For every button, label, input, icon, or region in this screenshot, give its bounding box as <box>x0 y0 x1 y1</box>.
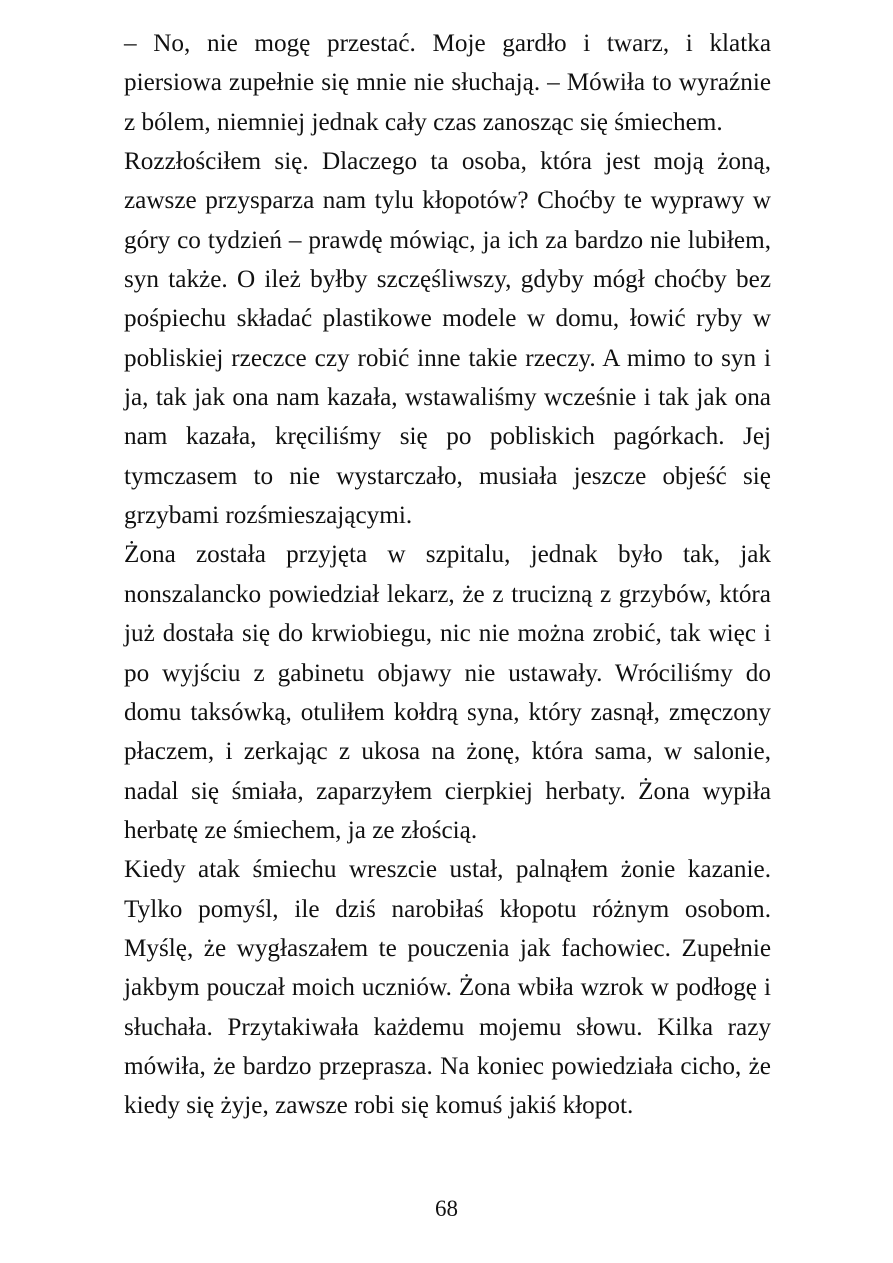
paragraph-1: – No, nie mogę przestać. Moje gardło i twarz, i klatka piersiowa zupełnie się mnie nie słuchają. – Mówiła to wyraźnie z bólem, niemniej jednak cały czas zanosząc się śmiechem. <box>124 30 771 136</box>
page-number: 68 <box>435 1196 458 1221</box>
paragraph-3: Żona została przyjęta w szpitalu, jednak było tak, jak nonszalancko powiedział lekarz, że z trucizną z grzybów, która już dostała się do krwiobiegu, nic nie można zrobić, tak więc i po wyjściu z gabinetu objawy nie ustawały. Wróciliśmy do domu taksówką, otuliłem kołdrą syna, który zasnął, zmęczony płaczem, i zerkając z ukosa na żonę, która sama, w salonie, nadal się śmiała, zaparzyłem cierpkiej herbaty. Żona wypiła herbatę ze śmiechem, ja ze złością. <box>124 541 771 844</box>
paragraph-2: Rozzłościłem się. Dlaczego ta osoba, która jest moją żoną, zawsze przysparza nam tylu kłopotów? Choćby te wyprawy w góry co tydzień – prawdę mówiąc, ja ich za bardzo nie lubiłem, syn także. O ileż byłby szczęśliwszy, gdyby mógł choćby bez pośpiechu składać plastikowe modele w domu, łowić ryby w pobliskiej rzeczce czy robić inne takie rzeczy. A mimo to syn i ja, tak jak ona nam kazała, wstawaliśmy wcześnie i tak jak ona nam kazała, kręciliśmy się po pobliskich pagórkach. Jej tymczasem to nie wystarczało, musiała jeszcze objeść się grzybami rozśmieszającymi. <box>124 148 771 530</box>
paragraph-4: Kiedy atak śmiechu wreszcie ustał, palnąłem żonie kazanie. Tylko pomyśl, ile dziś narobiłaś kłopotu różnym osobom. Myślę, że wygłaszałem te pouczenia jak fachowiec. Zupełnie jakbym pouczał moich uczniów. Żona wbiła wzrok w podłogę i słuchała. Przytakiwała każdemu mojemu słowu. Kilka razy mówiła, że bardzo przeprasza. Na koniec powiedziała cicho, że kiedy się żyje, zawsze robi się komuś jakiś kłopot. <box>124 856 771 1120</box>
body-text <box>124 24 771 1126</box>
